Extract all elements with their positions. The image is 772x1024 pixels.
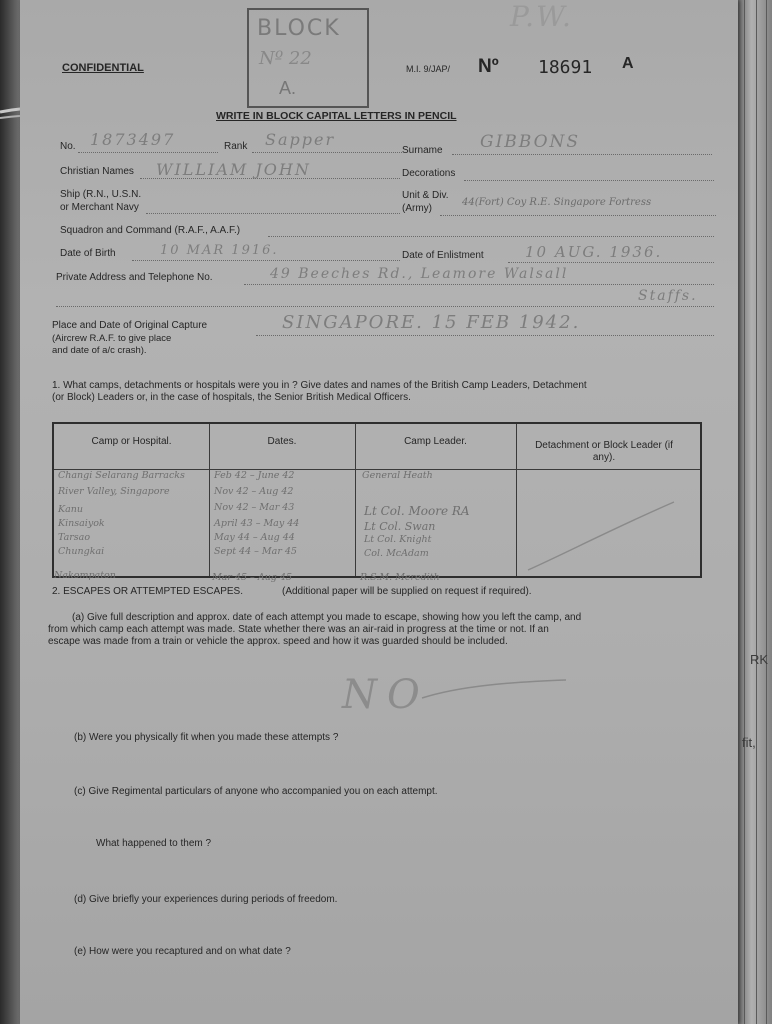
ship-label: Ship (R.N., U.S.N. bbox=[60, 189, 142, 200]
table-cell: Kanu bbox=[58, 504, 83, 515]
unit-label-2: (Army) bbox=[402, 203, 432, 214]
question-2d: (d) Give briefly your experiences during periods of freedom. bbox=[74, 894, 338, 905]
rank-value: Sapper bbox=[265, 130, 336, 149]
unit-label: Unit & Div. bbox=[402, 190, 449, 201]
question-1: 1. What camps, detachments or hospitals were you in ? Give dates and names of the British Camp Leaders, Detachment bbox=[52, 380, 587, 391]
dob-label: Date of Birth bbox=[60, 248, 116, 259]
table-overflow-cell: Mar 45 – Aug 45 bbox=[212, 572, 292, 583]
edge-mark-1: RK bbox=[750, 652, 769, 667]
stamp-line-1: BLOCK bbox=[257, 16, 341, 41]
christian-names-value: WILLIAM JOHN bbox=[156, 160, 311, 179]
surname-label: Surname bbox=[402, 145, 443, 156]
question-2c-sub: What happened to them ? bbox=[96, 838, 212, 849]
capture-value: SINGAPORE. 15 FEB 1942. bbox=[282, 312, 581, 333]
capture-label: Place and Date of Original Capture bbox=[52, 320, 208, 331]
christian-names-label: Christian Names bbox=[60, 166, 134, 177]
table-cell: Nov 42 – Mar 43 bbox=[214, 502, 295, 513]
table-cell: Changi Selarang Barracks bbox=[58, 470, 185, 481]
document-sheet bbox=[20, 0, 738, 1024]
form-suffix: A bbox=[622, 55, 634, 72]
table-cell: Col. McAdam bbox=[364, 548, 429, 559]
table-header-detachment: Detachment or Block Leader (if any). bbox=[535, 440, 673, 463]
stamp-line-3: A. bbox=[279, 78, 297, 98]
capture-label-2: (Aircrew R.A.F. to give place bbox=[52, 333, 172, 344]
question-1-line-2: (or Block) Leaders or, in the case of hospitals, the Senior British Medical Officers. bbox=[52, 392, 411, 403]
question-2e: (e) How were you recaptured and on what date ? bbox=[74, 946, 291, 957]
question-2a-line-2: from which camp each attempt was made. State whether there was an air-raid in progress at the time or not. If an bbox=[48, 624, 549, 635]
table-cell: General Heath bbox=[362, 470, 433, 481]
dob-value: 10 MAR 1916. bbox=[160, 243, 279, 258]
block-stamp bbox=[247, 8, 369, 108]
table-cell: Tarsao bbox=[58, 532, 91, 543]
squadron-label: Squadron and Command (R.A.F., A.A.F.) bbox=[60, 225, 241, 236]
table-cell: Lt Col. Swan bbox=[364, 520, 436, 533]
table-header-leader: Camp Leader. bbox=[404, 436, 467, 447]
table-strike-mark bbox=[524, 494, 684, 574]
top-pencil-mark: P.W. bbox=[510, 0, 573, 33]
table-cell: May 44 – Aug 44 bbox=[214, 532, 295, 543]
table-cell: Kinsaiyok bbox=[58, 518, 105, 529]
table-cell: Feb 42 – June 42 bbox=[214, 470, 295, 481]
table-cell: Lt Col. Moore RA bbox=[364, 504, 470, 518]
number-label: Nº bbox=[478, 56, 499, 77]
ship-label-2: or Merchant Navy bbox=[60, 202, 139, 213]
stamp-line-2: Nº 22 bbox=[259, 48, 312, 69]
confidential-label: CONFIDENTIAL bbox=[62, 62, 144, 74]
table-cell: Sept 44 – Mar 45 bbox=[214, 546, 297, 557]
table-overflow-cell: R.S.M. Meredith bbox=[360, 572, 440, 583]
question-2a-line-3: escape was made from a train or vehicle the approx. speed and how it was guarded should be included. bbox=[48, 636, 508, 647]
edge-mark-2: fit, bbox=[742, 735, 756, 750]
unit-value: 44(Fort) Coy R.E. Singapore Fortress bbox=[462, 197, 652, 208]
answer-pencil-stroke bbox=[420, 672, 570, 702]
escape-answer: NO bbox=[342, 672, 430, 718]
decorations-label: Decorations bbox=[402, 168, 456, 179]
address-value: 49 Beeches Rd., Leamore Walsall bbox=[270, 266, 569, 282]
question-2-title: 2. ESCAPES OR ATTEMPTED ESCAPES. bbox=[52, 586, 243, 597]
rank-label: Rank bbox=[224, 141, 248, 152]
instruction-heading: WRITE IN BLOCK CAPITAL LETTERS IN PENCIL bbox=[216, 110, 457, 122]
surname-value: GIBBONS bbox=[480, 132, 581, 152]
no-label: No. bbox=[60, 141, 76, 152]
form-ref: M.I. 9/JAP/ bbox=[406, 64, 451, 74]
question-2a: (a) Give full description and approx. date of each attempt you made to escape, showing how you left the camp, and bbox=[72, 612, 582, 623]
capture-label-3: and date of a/c crash). bbox=[52, 345, 147, 356]
enlistment-value: 10 AUG. 1936. bbox=[525, 243, 663, 261]
camps-table bbox=[52, 422, 702, 578]
question-2b: (b) Were you physically fit when you made these attempts ? bbox=[74, 732, 339, 743]
table-cell: April 43 – May 44 bbox=[214, 518, 300, 529]
table-overflow-cell: Nakompaton bbox=[54, 570, 116, 581]
form-number: 18691 bbox=[538, 57, 593, 78]
question-2-note: (Additional paper will be supplied on request if required). bbox=[282, 586, 532, 597]
table-cell: Lt Col. Knight bbox=[364, 534, 432, 545]
table-cell: Nov 42 – Aug 42 bbox=[214, 486, 294, 497]
address-value-2: Staffs. bbox=[638, 288, 698, 304]
table-header-camp: Camp or Hospital. bbox=[91, 436, 172, 447]
enlistment-label: Date of Enlistment bbox=[402, 250, 484, 261]
table-header-dates: Dates. bbox=[267, 436, 297, 447]
no-value: 1873497 bbox=[90, 130, 176, 149]
question-2c: (c) Give Regimental particulars of anyone who accompanied you on each attempt. bbox=[74, 786, 438, 797]
address-label: Private Address and Telephone No. bbox=[56, 272, 213, 283]
table-cell: River Valley, Singapore bbox=[58, 486, 170, 497]
table-cell: Chungkai bbox=[58, 546, 105, 557]
underlying-pages bbox=[738, 0, 772, 1024]
